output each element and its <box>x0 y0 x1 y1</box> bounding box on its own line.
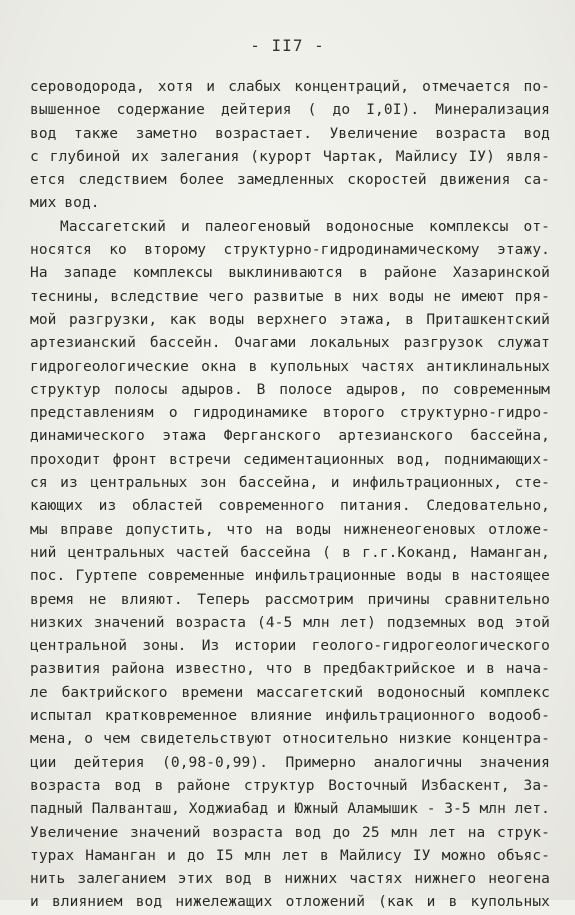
text-line: с глубиной их залегания (курорт Чартак, Майлису IУ) явля- <box>30 148 550 165</box>
text-line: нить залеганием этих вод в нижних частях нижнего неогена <box>30 871 550 888</box>
text-line: падный Палванташ, Ходжиабад и Южный Аламышик - 3-5 млн лет. <box>30 801 550 818</box>
text-line: Увеличение значений возраста вод до 25 млн лет на струк- <box>30 824 550 841</box>
text-line: вышенное содержание дейтерия ( до I,0I). Минерализация <box>30 102 550 119</box>
text-line: развития района известно, что в предбактрийское и в нача- <box>30 661 550 678</box>
text-line: испытал кратковременное влияние инфильтрационного водооб- <box>30 708 550 725</box>
text-line: мой разгрузки, как воды верхнего этажа, в Приташкентский <box>30 311 550 328</box>
body-text <box>30 76 550 915</box>
page-number: - II7 - <box>250 36 325 55</box>
text-line: мих вод. <box>30 195 100 212</box>
text-line: На западе комплексы выклиниваются в районе Хазаринской <box>30 265 550 282</box>
text-line: теснины, вследствие чего развитые в них воды не имеют пря- <box>30 288 550 305</box>
text-line: низких значений возраста (4-5 млн лет) подземных вод этой <box>30 614 550 631</box>
text-line: возраста вод в районе структур Восточный Избаскент, За- <box>30 777 550 794</box>
text-line: ется следствием более замедленных скоростей движения са- <box>30 172 550 189</box>
text-line: носятся ко второму структурно-гидродинамическому этажу. <box>30 242 550 259</box>
text-line: Массагетский и палеогеновый водоносные комплексы от- <box>60 218 550 235</box>
text-line: ся из центральных зон бассейна, и инфильтрационных, сте- <box>30 475 550 492</box>
text-line: артезианский бассейн. Очагами локальных разгрузок служат <box>30 335 550 352</box>
text-line: мы вправе допустить, что на воды нижненеогеновых отложе- <box>30 521 550 538</box>
text-line: турах Наманган и до I5 млн лет в Майлису IУ можно объяс- <box>30 847 550 864</box>
text-line: пос. Гуртепе современные инфильтрационные воды в настоящее <box>30 568 550 585</box>
text-line: центральной зоны. Из истории геолого-гидрогеологического <box>30 638 550 655</box>
text-line: вод также заметно возрастает. Увеличение возраста вод <box>30 125 550 142</box>
text-line: кающих из областей современного питания. Следовательно, <box>30 498 550 515</box>
text-line: проходит фронт встречи седиментационных вод, поднимающих- <box>30 451 550 468</box>
text-line: ле бактрийского времени массагетский водоносный комплекс <box>30 684 550 701</box>
text-line: ний центральных частей бассейна ( в г.г.Коканд, Наманган, <box>30 544 550 561</box>
text-line: и влиянием вод нижележащих отложений (как и в купольных <box>30 894 550 911</box>
text-line: мена, о чем свидетельствуют относительно низкие концентра- <box>30 731 550 748</box>
text-line: структур полосы адыров. В полосе адыров, по современным <box>30 381 550 398</box>
text-line: сероводорода, хотя и слабых концентраций, отмечается по- <box>30 79 550 95</box>
text-line: ции дейтерия (0,98-0,99). Примерно аналогичны значения <box>30 754 550 771</box>
text-line: динамического этажа Ферганского артезианского бассейна, <box>30 428 550 445</box>
text-line: представлениям о гидродинамике второго структурно-гидро- <box>30 405 550 422</box>
text-line: время не влияют. Теперь рассмотрим причины сравнительно <box>30 591 550 608</box>
text-line: гидрогеологические окна в купольных частях антиклинальных <box>30 358 550 375</box>
